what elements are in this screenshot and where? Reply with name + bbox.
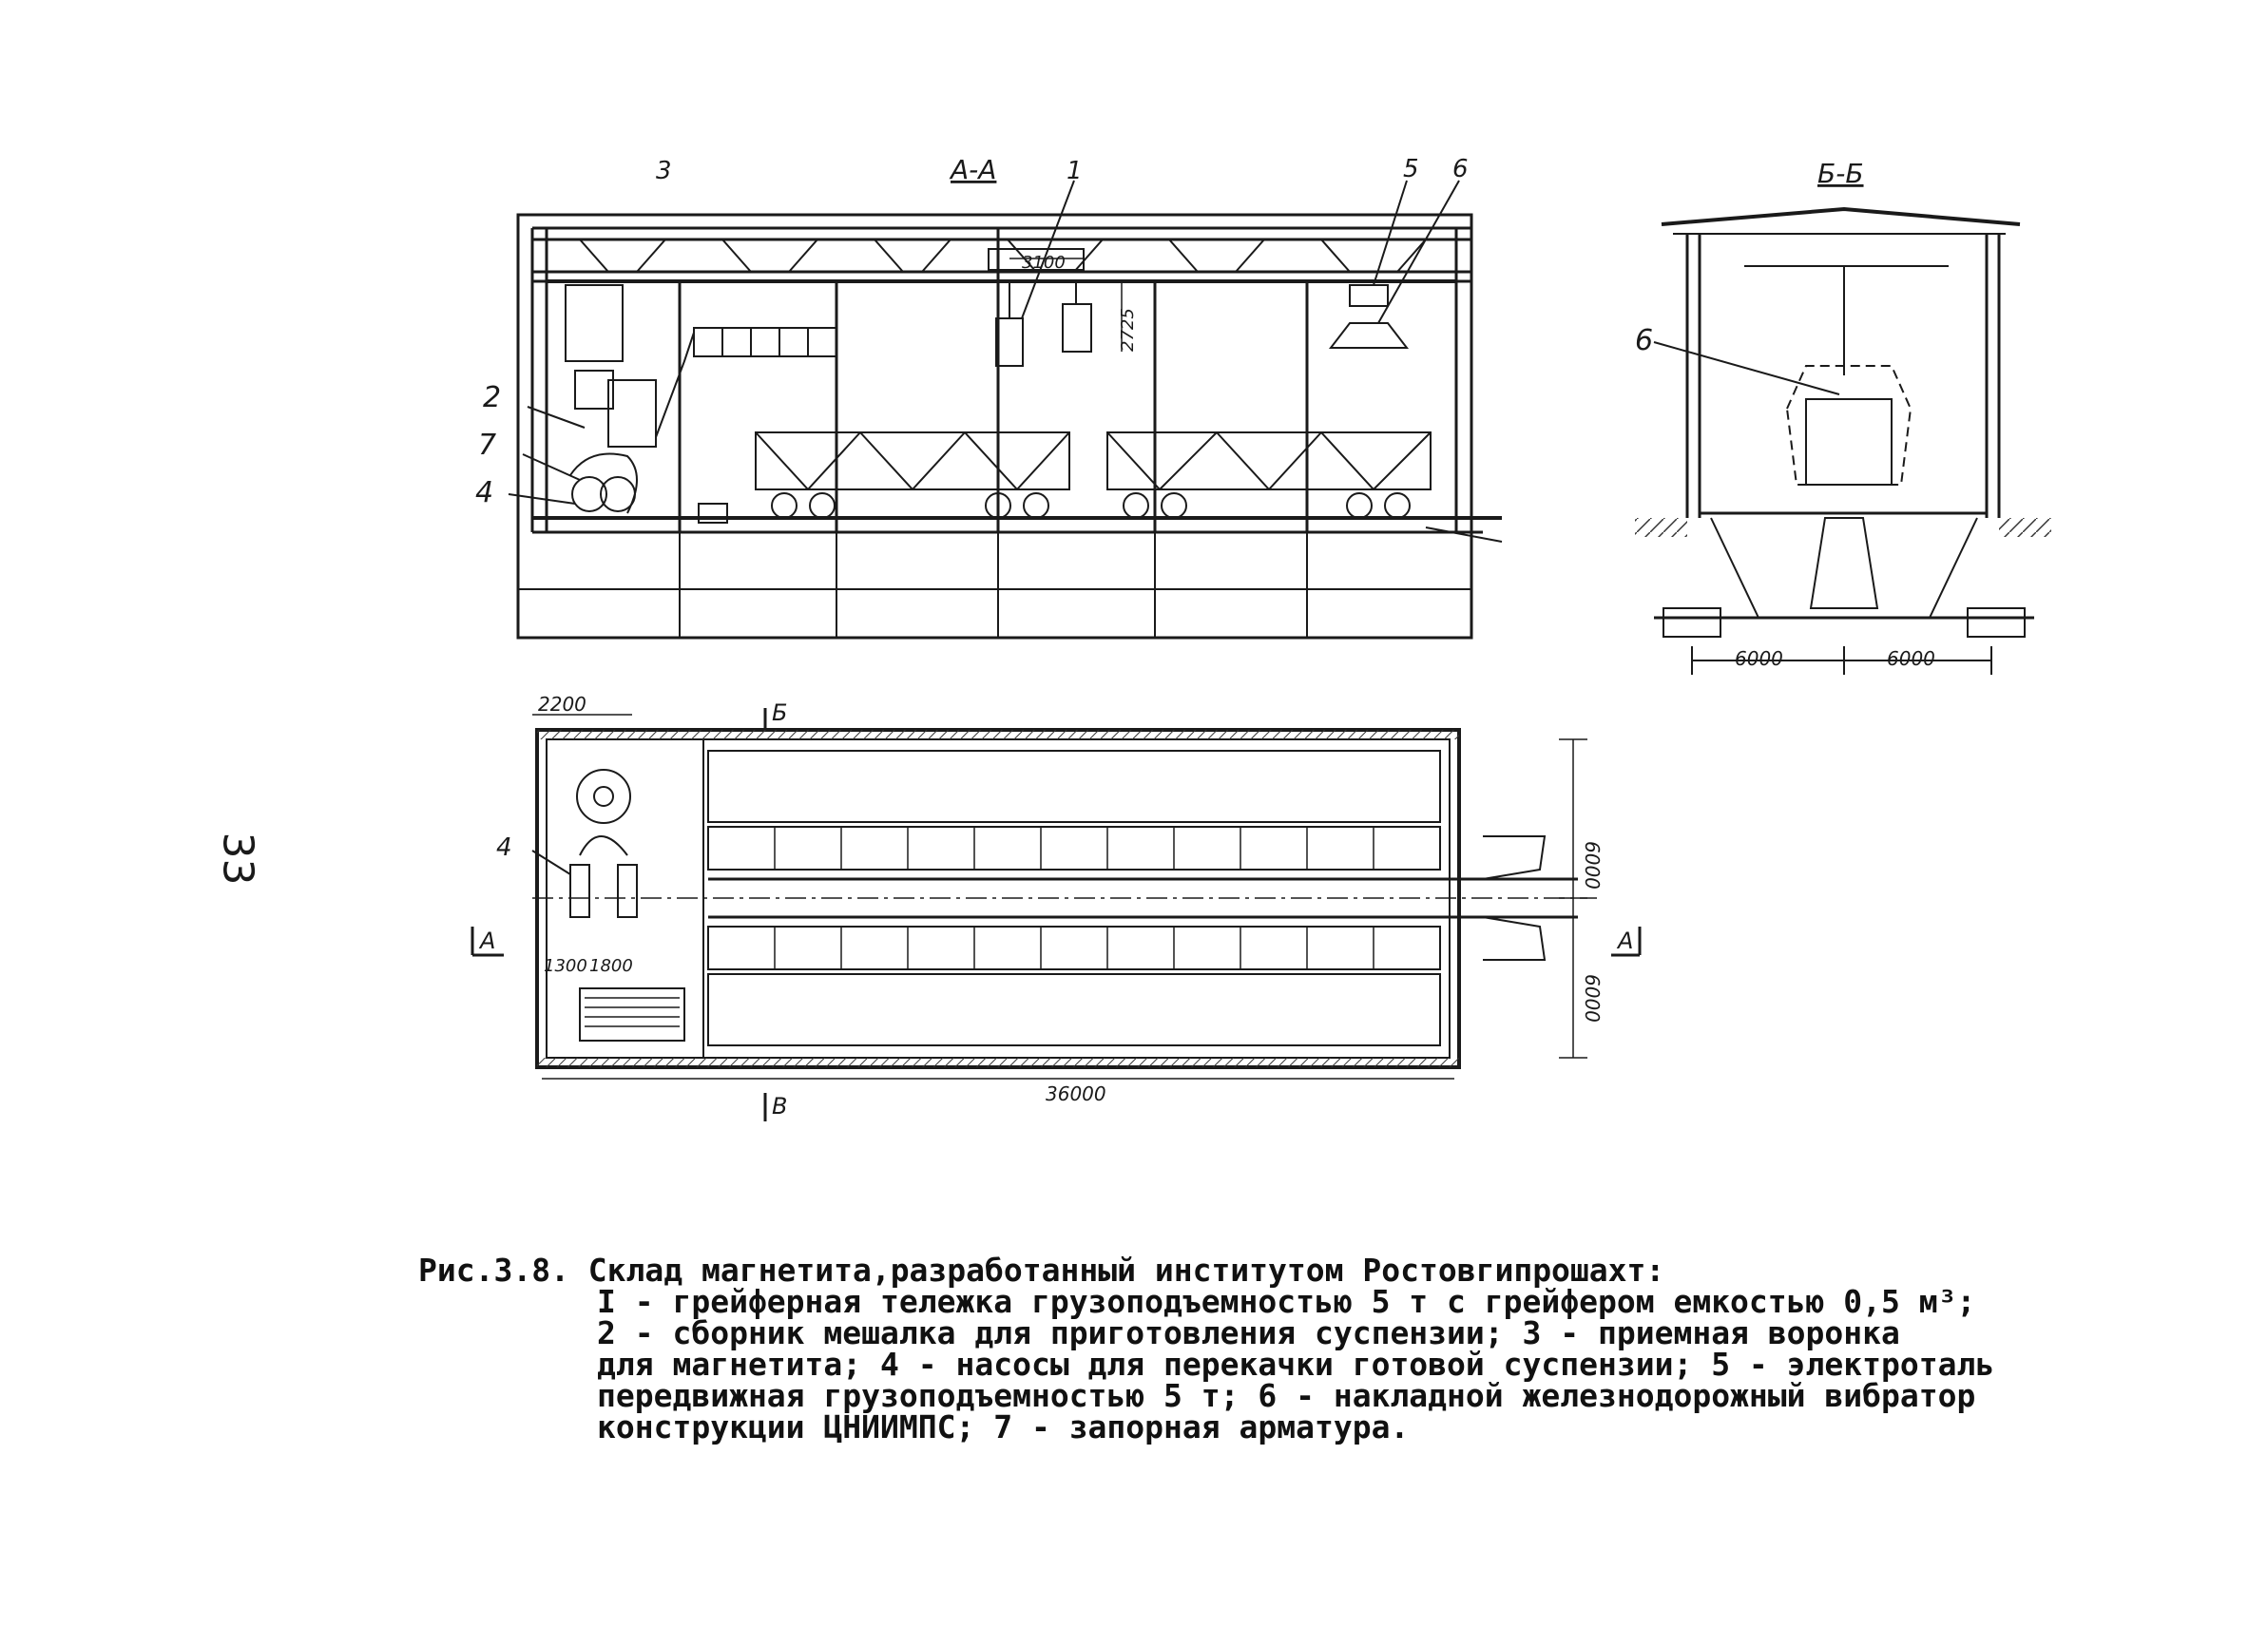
vibrator — [1331, 323, 1407, 348]
section-aa-frame — [518, 215, 1471, 638]
section-mark-b-top: Б — [772, 699, 788, 726]
hopper-plan — [580, 988, 684, 1041]
caption-line-title: Рис.3.8. Склад магнетита,разработанный институтом Ростовгипрошахт: — [418, 1252, 1665, 1289]
section-mark-a-left: А — [480, 928, 496, 954]
dimension-1800: 1800 — [589, 956, 633, 976]
dimension-2200: 2200 — [538, 693, 586, 716]
dimension-6000-left: 6000 — [1735, 647, 1783, 670]
callout-3: 3 — [656, 157, 672, 185]
caption-line-5: конструкции ЦНИИМПС; 7 - запорная арматура. — [597, 1408, 1410, 1445]
receiving-hopper — [566, 285, 623, 361]
callout-2: 2 — [483, 381, 502, 414]
mixer-plan — [577, 770, 630, 823]
page-number: 33 — [213, 832, 262, 886]
grab-bucket — [996, 318, 1023, 366]
bin-row-bottom — [708, 927, 1440, 969]
dimension-36000: 36000 — [1046, 1082, 1106, 1105]
figure-caption — [418, 1254, 2034, 1443]
dimension-6000-bottom: 6000 — [1581, 974, 1604, 1023]
section-aa-title: А-А — [951, 154, 997, 185]
callout-6: 6 — [1452, 155, 1469, 183]
platform — [694, 328, 836, 356]
electric-hoist — [1350, 285, 1388, 306]
railway-car-1 — [756, 432, 1069, 518]
callout-7: 7 — [478, 429, 497, 462]
caption-line-2: 2 - сборник мешалка для приготовления суспензии; 3 - приемная воронка — [597, 1314, 1900, 1351]
bin-row-top — [708, 827, 1440, 870]
mixer-tank — [608, 380, 656, 447]
caption-line-4: передвижная грузоподъемностью 5 т; 6 - накладной железнодорожный вибратор — [597, 1377, 1976, 1414]
plan-view — [472, 708, 1640, 1121]
caption-line-3: для магнетита; 4 - насосы для перекачки готовой суспензии; 5 - электроталь — [597, 1346, 1995, 1383]
pump-plan-1 — [570, 865, 589, 917]
section-aa-view — [509, 181, 1502, 638]
callout-6-bb: 6 — [1635, 324, 1654, 357]
dimension-1300: 1300 — [544, 956, 587, 976]
callout-1: 1 — [1067, 157, 1083, 185]
section-bb-title: Б-Б — [1817, 158, 1864, 189]
vibrator-body — [1806, 399, 1892, 485]
dimension-6000-top: 6000 — [1581, 841, 1604, 890]
section-mark-v-bottom: В — [772, 1093, 788, 1120]
concrete-pier — [1811, 518, 1877, 608]
callout-4: 4 — [475, 476, 494, 509]
dimension-2725: 2725 — [1118, 308, 1138, 352]
pump-plan-2 — [618, 865, 637, 917]
dimension-6000-right: 6000 — [1887, 647, 1935, 670]
callout-4-plan: 4 — [496, 833, 512, 862]
caption-line-1: I - грейферная тележка грузоподъемностью 5 т с грейфером емкостью 0,5 м³; — [597, 1283, 1976, 1320]
section-bb-view — [1635, 209, 2051, 675]
callout-5: 5 — [1403, 155, 1419, 183]
section-mark-a-right: А — [1618, 928, 1634, 954]
dimension-3100: 3100 — [1022, 253, 1066, 273]
